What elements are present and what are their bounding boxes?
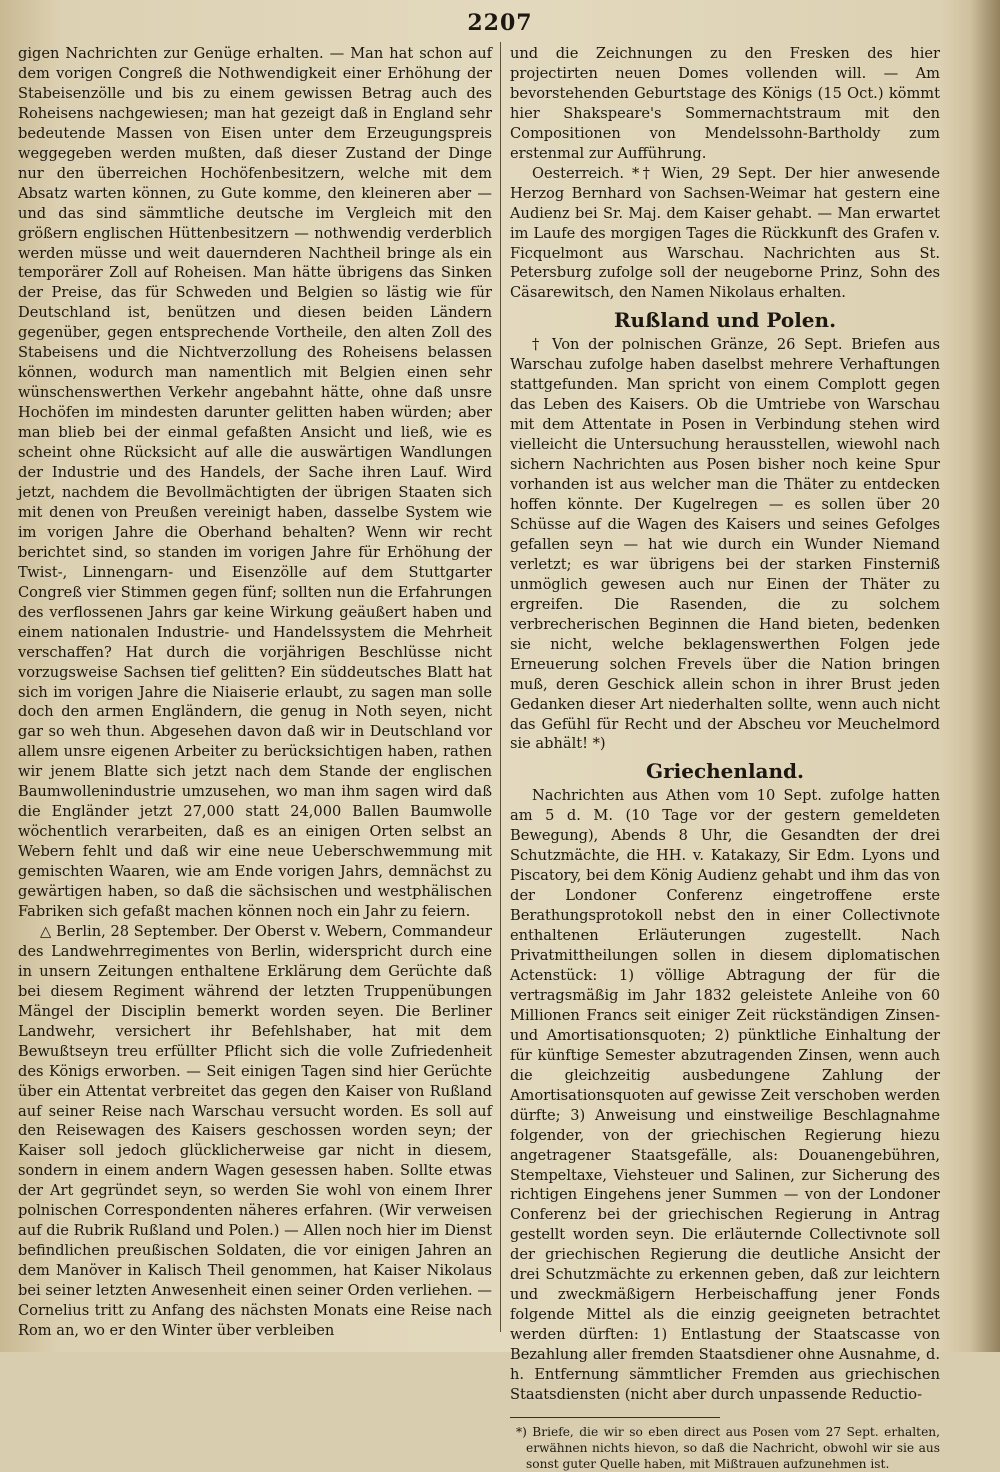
- article-zollverein: gigen Nachrichten zur Genüge erhalten. — Man hat schon auf dem vorigen Congreß die Nothwendigkeit einer Erhöhung der Stabeisenzölle und bis zu einem gewissen Betrag auch des Roheisens nachgewiesen; man hat gezeigt daß in England sehr bedeutende Massen von Eisen unter dem Erzeugungspreis weggegeben werden mußten, daß dieser Zustand der Dinge nur den überreichen Hochöfenbesitzern, welche mit dem Absatz warten können, zu Gute komme, den kleineren aber — und das sind sämmtliche deutsche im Vergleich mit den größern englischen Hüttenbesitzern — nothwendig verderblich werden müsse und weit dauernderen Nachtheil bringe als ein temporärer Zoll auf Roheisen. Man hätte übrigens das Sinken der Preise, das für Schweden und Belgien so lästig wie für Deutschland ist, benützen und diesen beiden Ländern gegenüber, gegen entsprechende Vortheile, den alten Zoll des Stabeisens und die Nichtverzollung des Roheisens belassen können, wodurch man namentlich mit Belgien einen sehr wünschenswerthen Verkehr angebahnt hätte, ohne daß unsre Hochöfen im mindesten darunter gelitten haben würden; aber man blieb bei der einmal gefaßten Ansicht und ließ, wie es scheint ohne Rücksicht auf alle die auswärtigen Wandlungen der Industrie und des Handels, der Sache ihren Lauf. Wird jetzt, nachdem die Bevollmächtigten der übrigen Staaten sich mit denen von Preußen vereinigt haben, dasselbe System wie im vorigen Jahre die Oberhand behalten? Wenn wir recht berichtet sind, so standen im vorigen Jahre für Erhöhung der Twist-, Linnengarn- und Eisenzölle auf dem Stuttgarter Congreß vier Stimmen gegen fünf; sollten nun die Erfahrungen des verflossenen Jahrs gar keine Wirkung geäußert haben und einem nationalen Industrie- und Handelssystem die Mehrheit verschaffen? Hat durch die vorjährigen Beschlüsse nicht vorzugsweise Sachsen tief gelitten? Ein süddeutsches Blatt hat sich im vorigen Jahre die Niaiserie erlaubt, zu sagen man solle doch den armen Engländern, die genug in Noth seyen, nicht gar so weh thun. Abgesehen davon daß wir in Deutschland vor allem unsre eigenen Arbeiter zu berücksichtigen haben, rathen wir jenem Blatte sich jetzt nach dem Stande der englischen Baumwollenindustrie umzusehen, wo man ihm sagen wird daß die Engländer jetzt 27,000 statt 24,000 Ballen Baumwolle wöchentlich verarbeiten, daß es an einigen Orten selbst an Webern fehlt und daß wir eine neue Ueberschwemmung mit gemischten Waaren, wie am Ende vorigen Jahrs, demnächst zu gewärtigen haben, so daß die sächsischen und westphälischen Fabriken sich gefaßt machen können noch ein Jahr zu feiern.: [18, 45, 492, 920]
- section-heading-russia: Rußland und Polen.: [613, 308, 837, 333]
- footnote-rule: [510, 1417, 720, 1418]
- column-divider: [500, 42, 501, 1332]
- article-berlin-continued: und die Zeichnungen zu den Fresken des hier projectirten neuen Domes vollenden will. — Am bevorstehenden Geburtstage des Königs (15 Oct.) kömmt hier Shakspeare's Sommernachtstraum mit den Compositionen von Mendelssohn-Bartholdy zum erstenmal zur Aufführung.: [510, 45, 940, 162]
- article-greece: Nachrichten aus Athen vom 10 Sept. zufolge hatten am 5 d. M. (10 Tage vor der gestern gemeldeten Bewegung), Abends 8 Uhr, die Gesandten der drei Schutzmächte, die HH. v. Katakazy, Sir Edm. Lyons und Piscatory, bei dem König Audienz gehabt und ihm das von der Londoner Conferenz eingetroffene erste Berathungsprotokoll nebst den in einer Collectivnote enthaltenen Erläuterungen zugestellt. Nach Privatmittheilungen sollen in diesem diplomatischen Actenstück: 1) völlige Abtragung der für die vertragsmäßig im Jahr 1832 geleistete Anleihe von 60 Millionen Francs seit einiger Zeit rückständigen Zinsen- und Amortisationsquoten; 2) pünktliche Einhaltung der für künftige Semester abzutragenden Zinsen, wenn auch die gleichzeitig ausbedungene Zahlung der Amortisationsquoten auf gewisse Zeit verschoben werden dürfte; 3) Anweisung und einstweilige Beschlagnahme folgender, von der griechischen Regierung hiezu angetragener Staatsgefälle, als: Douanengebühren, Stempeltaxe, Viehsteuer und Salinen, zur Sicherung des richtigen Eingehens jener Summen — von der Londoner Conferenz bei der griechischen Regierung in Antrag gestellt worden seyn. Die erläuternde Collectivnote soll der griechischen Regierung die deutliche Ansicht der drei Schutzmächte zu erkennen geben, daß zur leichtern und zweckmäßigern Herbeischaffung jener Fonds folgende Mittel als die einzig geeigneten betrachtet werden dürften: 1) Entlastung der Staatscasse von Bezahlung aller fremden Staatsdiener ohne Ausnahme, d. h. Entfernung sämmtlicher Fremden aus griechischen Staatsdiensten (nicht aber durch unpassende Reductio-: [510, 787, 940, 1403]
- right-column: [510, 44, 940, 1471]
- page-edge-shadow: [970, 0, 1000, 1352]
- left-column: [18, 44, 492, 1344]
- article-oesterreich: Oesterreich. *† Wien, 29 Sept. Der hier anwesende Herzog Bernhard von Sachsen-Weimar hat gestern eine Audienz bei Sr. Maj. dem Kaiser gehabt. — Man erwartet im Laufe des morgigen Tages die Rückkunft des Grafen v. Ficquelmont aus Warschau. Nachrichten aus St. Petersburg zufolge soll der neugeborne Prinz, Sohn des Cäsarewitsch, den Namen Nikolaus erhalten.: [510, 164, 940, 302]
- article-russia: † Von der polnischen Gränze, 26 Sept. Briefen aus Warschau zufolge haben daselbst mehrere Verhaftungen stattgefunden. Man spricht von einem Complott gegen das Leben des Kaisers. Ob die Umtriebe von Warschau mit dem Attentate in Posen in Verbindung stehen wird vielleicht die Untersuchung herausstellen, wiewohl nach sichern Nachrichten aus Posen bisher noch keine Spur vorhanden ist aus welcher man die Thäter zu entdecken hoffen könnte. Der Kugelregen — es sollen über 20 Schüsse auf die Wagen des Kaisers und seines Gefolges gefallen seyn — hat wie durch ein Wunder Niemand verletzt; es war übrigens bei der starken Finsterniß unmöglich gewesen auch nur Einen der Thäter zu ergreifen. Die Rasenden, die zu solchem verbrecherischen Beginnen die Hand bieten, bedenken sie nicht, welche beklagenswerthen Folgen jede Erneuerung solchen Frevels über die Nation bringen muß, deren Geschick allein schon in ihrer Brust jeden Gedanken dieser Art niederhalten sollte, wenn auch nicht das Gefühl für Recht und der Abscheu vor Meuchelmord sie abhält! *): [510, 336, 940, 753]
- section-heading-greece: Griechenland.: [646, 759, 804, 784]
- article-berlin: △ Berlin, 28 September. Der Oberst v. Webern, Commandeur des Landwehrregimentes von Berlin, widerspricht durch eine in unsern Zeitungen enthaltene Erklärung dem Gerüchte daß bei diesem Regiment während der letzten Truppenübungen Mängel der Disciplin bemerkt worden seyen. Die Berliner Landwehr, versichert ihr Befehlshaber, hat mit dem Bewußtseyn treu erfüllter Pflicht sich die volle Zufriedenheit des Königs erworben. — Seit einigen Tagen sind hier Gerüchte über ein Attentat verbreitet das gegen den Kaiser von Rußland auf seiner Reise nach Warschau versucht worden. Es soll auf den Reisewagen des Kaisers geschossen worden seyn; der Kaiser soll jedoch glücklicherweise gar nicht in diesem, sondern in einem andern Wagen gesessen haben. Sollte etwas der Art gegründet seyn, so werden Sie wohl von einem Ihrer polnischen Correspondenten näheres erfahren. (Wir verweisen auf die Rubrik Rußland und Polen.) — Allen noch hier im Dienst befindlichen preußischen Soldaten, die vor einigen Jahren an dem Manöver in Kalisch Theil genommen, hat Kaiser Nikolaus bei seiner letzten Anwesenheit einen seiner Orden verliehen. — Cornelius tritt zu Anfang des nächsten Monats eine Reise nach Rom an, wo er den Winter über verbleiben: [18, 922, 492, 1339]
- page-number: 2207: [467, 10, 533, 36]
- footnote: *) Briefe, die wir so eben direct aus Posen vom 27 Sept. erhalten, erwähnen nichts hievon, so daß die Nachricht, obwohl wir sie aus sonst guter Quelle haben, mit Mißtrauen aufzunehmen ist.: [516, 1424, 940, 1471]
